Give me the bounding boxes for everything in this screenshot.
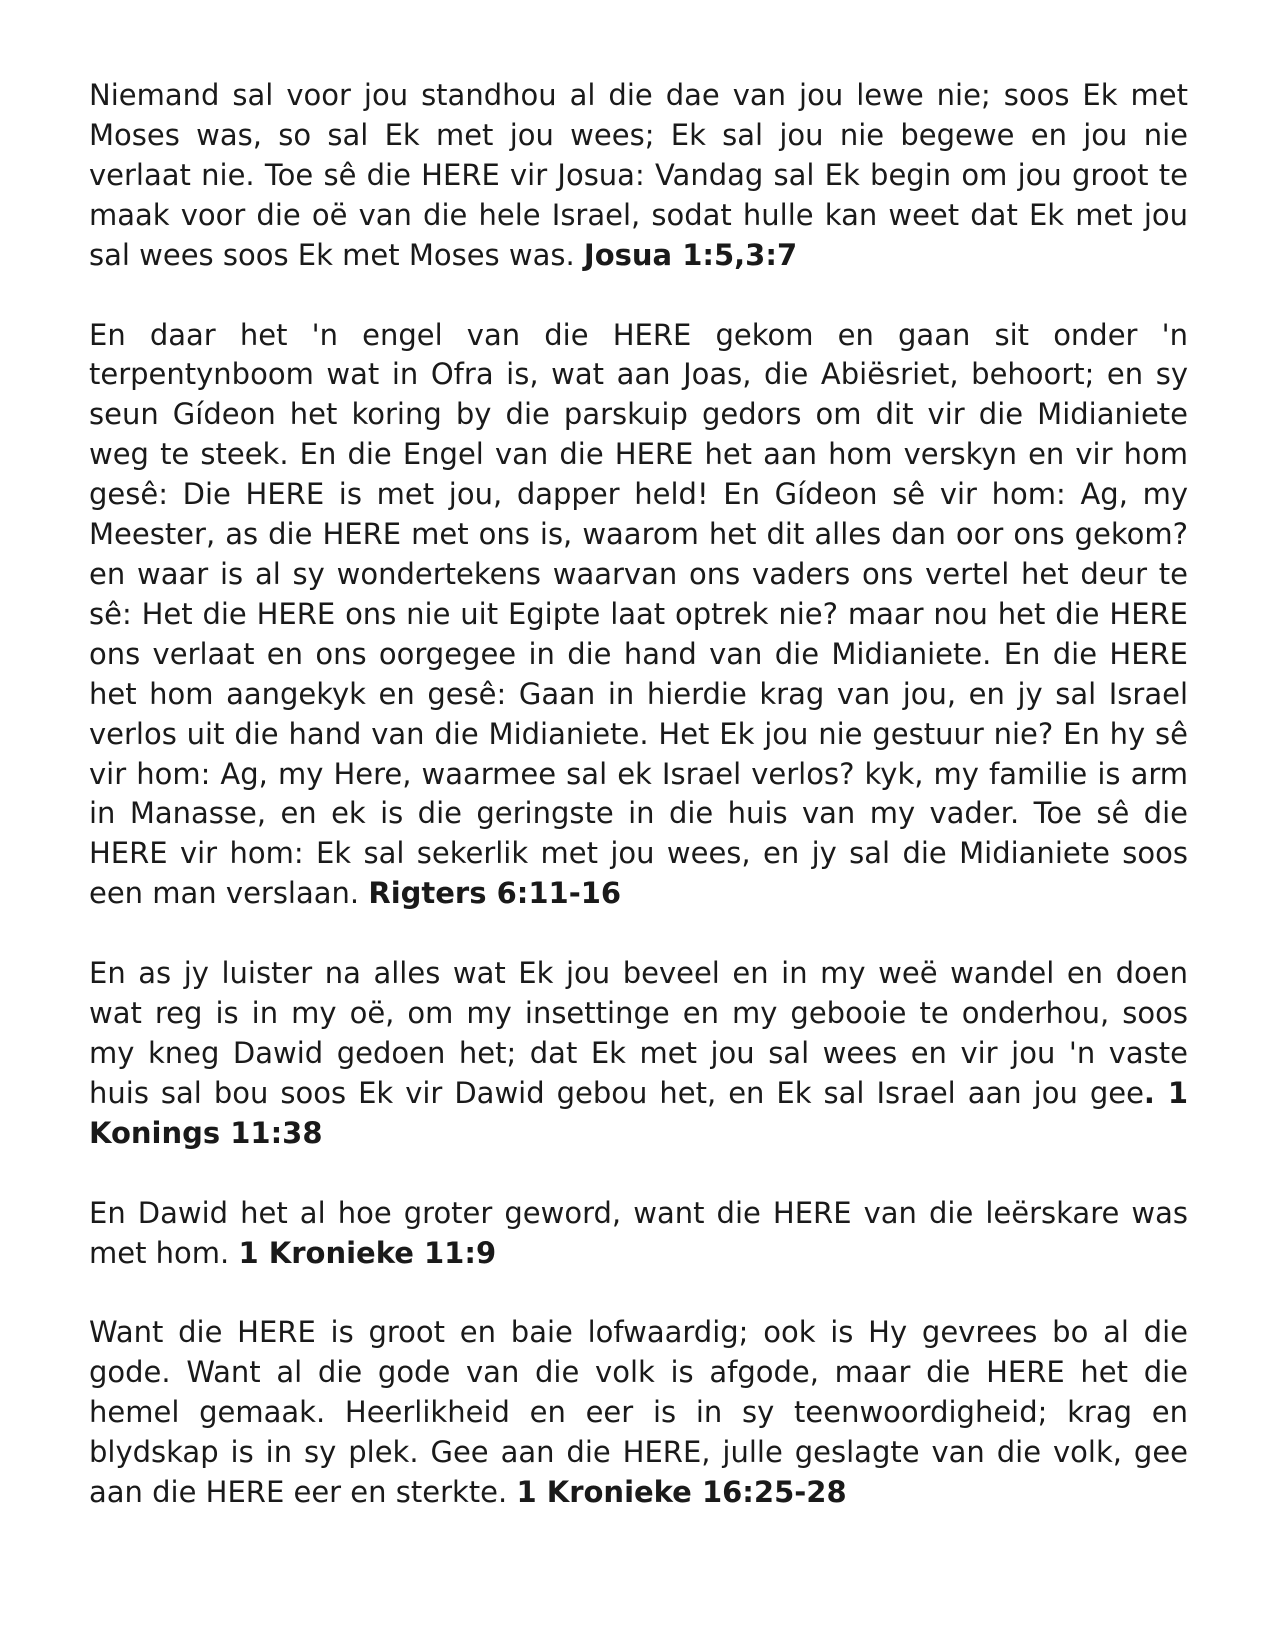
- passage-judges: [89, 316, 1188, 915]
- passage-1-chronicles-16: [89, 1313, 1188, 1513]
- document-page: [89, 76, 1188, 1553]
- scripture-reference: 1 Kronieke 11:9: [238, 1235, 497, 1270]
- passage-text: En Dawid het al hoe groter geword, want die HERE van die leërskare was met hom.: [89, 1195, 1188, 1270]
- passage-text: Niemand sal voor jou standhou al die dae van jou lewe nie; soos Ek met Moses was, so sal Ek met jou wees; Ek sal jou nie begewe en jou nie verlaat nie. Toe sê die HERE vir Josua: Vandag sal Ek begin om jou groot te maak voor die oë van die hele Israel, sodat hulle kan weet dat Ek met jou sal wees soos Ek met Moses was.: [89, 78, 1188, 272]
- passage-joshua: [89, 76, 1188, 276]
- scripture-reference: . 1 Konings 11:38: [89, 1075, 1188, 1150]
- scripture-reference: 1 Kronieke 16:25-28: [516, 1475, 847, 1510]
- passage-text: Want die HERE is groot en baie lofwaardig; ook is Hy gevrees bo al die gode. Want al die gode van die volk is afgode, maar die HERE het die hemel gemaak. Heerlikheid en eer is in sy teenwoordigheid; krag en blydskap is in sy plek. Gee aan die HERE, julle geslagte van die volk, gee aan die HERE eer en sterkte.: [89, 1315, 1188, 1510]
- passage-1-chronicles-11: [89, 1194, 1188, 1274]
- passage-text: En as jy luister na alles wat Ek jou beveel en in my weë wandel en doen wat reg is in my oë, om my insettinge en my gebooie te onderhou, soos my kneg Dawid gedoen het; dat Ek met jou sal wees en vir jou 'n vaste huis sal bou soos Ek vir Dawid gebou het, en Ek sal Israel aan jou gee: [89, 956, 1188, 1110]
- passage-1-kings: [89, 954, 1188, 1154]
- scripture-reference: Rigters 6:11-16: [368, 876, 622, 911]
- passage-text: En daar het 'n engel van die HERE gekom en gaan sit onder 'n terpentynboom wat in Ofra is, wat aan Joas, die Abiësriet, behoort; en sy seun Gídeon het koring by die parskuip gedors om dit vir die Midianiete weg te steek. En die Engel van die HERE het aan hom verskyn en vir hom gesê: Die HERE is met jou, dapper held! En Gídeon sê vir hom: Ag, my Meester, as die HERE met ons is, waarom het dit alles dan oor ons gekom? en waar is al sy wondertekens waarvan ons vaders ons vertel het deur te sê: Het die HERE ons nie uit Egipte laat optrek nie? maar nou het die HERE ons verlaat en ons oorgegee in die hand van die Midianiete. En die HERE het hom aangekyk en gesê: Gaan in hierdie krag van jou, en jy sal Israel verlos uit die hand van die Midianiete. Het Ek jou nie gestuur nie? En hy sê vir hom: Ag, my Here, waarmee sal ek Israel verlos? kyk, my familie is arm in Manasse, en ek is die geringste in die huis van my vader. Toe sê die HERE vir hom: Ek sal sekerlik met jou wees, en jy sal die Midianiete soos een man verslaan.: [89, 317, 1188, 911]
- scripture-reference: Josua 1:5,3:7: [583, 237, 798, 272]
